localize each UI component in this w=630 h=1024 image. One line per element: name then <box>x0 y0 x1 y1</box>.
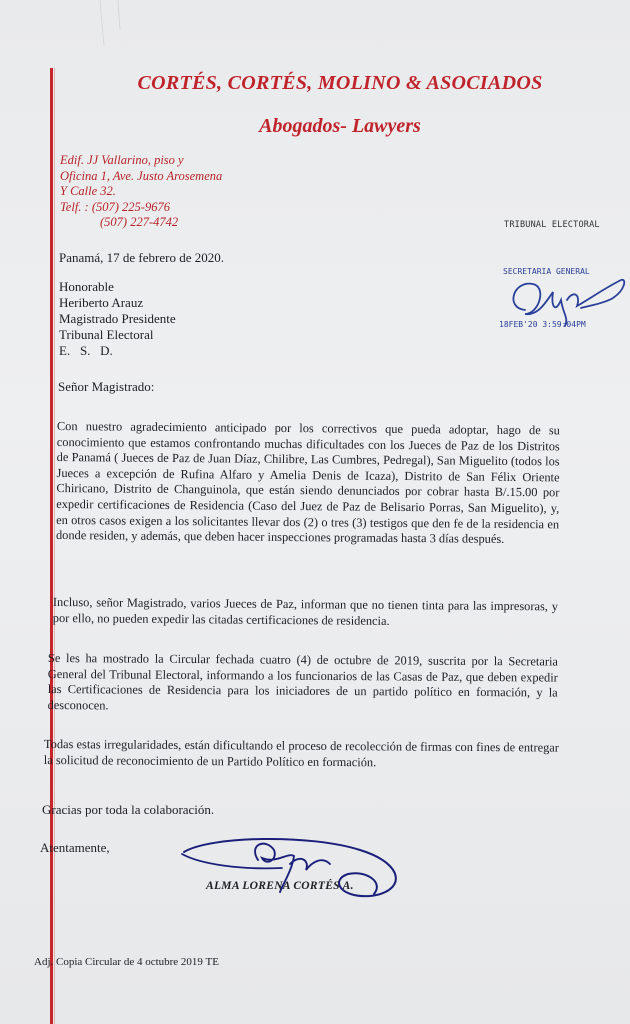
body-paragraph: Incluso, señor Magistrado, varios Jueces de Paz, informan que no tienen tinta para las impresoras, y por ello, no pueden expedir las citadas certificaciones de residencia. <box>52 595 558 628</box>
firm-name: CORTÉS, CORTÉS, MOLINO & ASOCIADOS <box>137 72 543 94</box>
enclosure-note: Adj. Copia Circular de 4 octubre 2019 TE <box>34 956 219 968</box>
address-line: Oficina 1, Ave. Justo Arosemena <box>60 168 223 183</box>
closing-line: Atentamente, <box>40 840 110 855</box>
addressee-line: E. S. D. <box>59 343 113 358</box>
body-paragraph: Con nuestro agradecimiento anticipado por los correctivos que pueda adoptar, hago de su conocimiento que estamos confrontando muchas dificultades con los Jueces de Paz de los Distritos de Panamá ( Jueces de Paz de Juan Díaz, Chilibre, Las Cumbres, Pedregal), San Miguelito (todos los Jueces a excepción de Rufina Alfaro y Amelia Denis de Icaza), Distrito de San Félix Oriente Chiricano, Distrito de Changuinola, que están siendo denunciados por cobrar hasta B/.15.00 por expedir certificaciones de Residencia (Caso del Juez de Paz de Belisario Porras, San Miguelito), y, en otros casos exigen a los solicitantes llevar dos (2) o tres (3) testigos que den fe de la residencia en donde residen, y además, que deben hacer inspecciones programadas hasta 3 días después. <box>55 419 560 547</box>
receipt-stamp-department: SECRETARIA GENERAL <box>503 267 590 276</box>
addressee-line: Honorable <box>59 279 114 294</box>
addressee-line: Heriberto Arauz <box>59 295 144 310</box>
handwritten-signature <box>170 830 420 910</box>
salutation: Señor Magistrado: <box>58 379 155 394</box>
receipt-stamp-title: TRIBUNAL ELECTORAL <box>504 220 600 230</box>
firm-subtitle: Abogados- Lawyers <box>259 115 421 137</box>
letterhead-rule-shadow <box>54 68 55 1024</box>
addressee-block <box>59 279 176 359</box>
phone-line: (507) 227-4742 <box>100 215 179 229</box>
signer-name: ALMA LORENA CORTÉS A. <box>206 880 354 892</box>
receipt-stamp-date: 18FEB'20 3:59:04PM <box>499 320 586 329</box>
thanks-line: Gracias por toda la colaboración. <box>42 802 215 817</box>
letterhead-red-rule <box>50 68 53 1024</box>
body-paragraph: Todas estas irregularidades, están dificultando el proceso de recolección de firmas con fines de entregar la solicitud de reconocimiento de un Partido Político en formación. <box>43 737 559 769</box>
phone-line: Telf. : (507) 225-9676 <box>60 199 170 214</box>
body-paragraph: Se les ha mostrado la Circular fechada cuatro (4) de octubre de 2019, suscrita por la Secretaria General del Tribunal Electoral, informando a los funcionarios de las Casas de Paz, que deben expedir las Certificaciones de Residencia para los iniciadores de un partido político en formación, y la desconocen. <box>47 651 558 713</box>
addressee-line: Tribunal Electoral <box>59 327 154 342</box>
letter-date: Panamá, 17 de febrero de 2020. <box>59 250 224 265</box>
address-line: Edif. JJ Vallarino, piso y <box>60 153 184 167</box>
addressee-line: Magistrado Presidente <box>59 311 176 326</box>
address-line: Y Calle 32. <box>60 184 116 198</box>
firm-address <box>60 153 222 231</box>
